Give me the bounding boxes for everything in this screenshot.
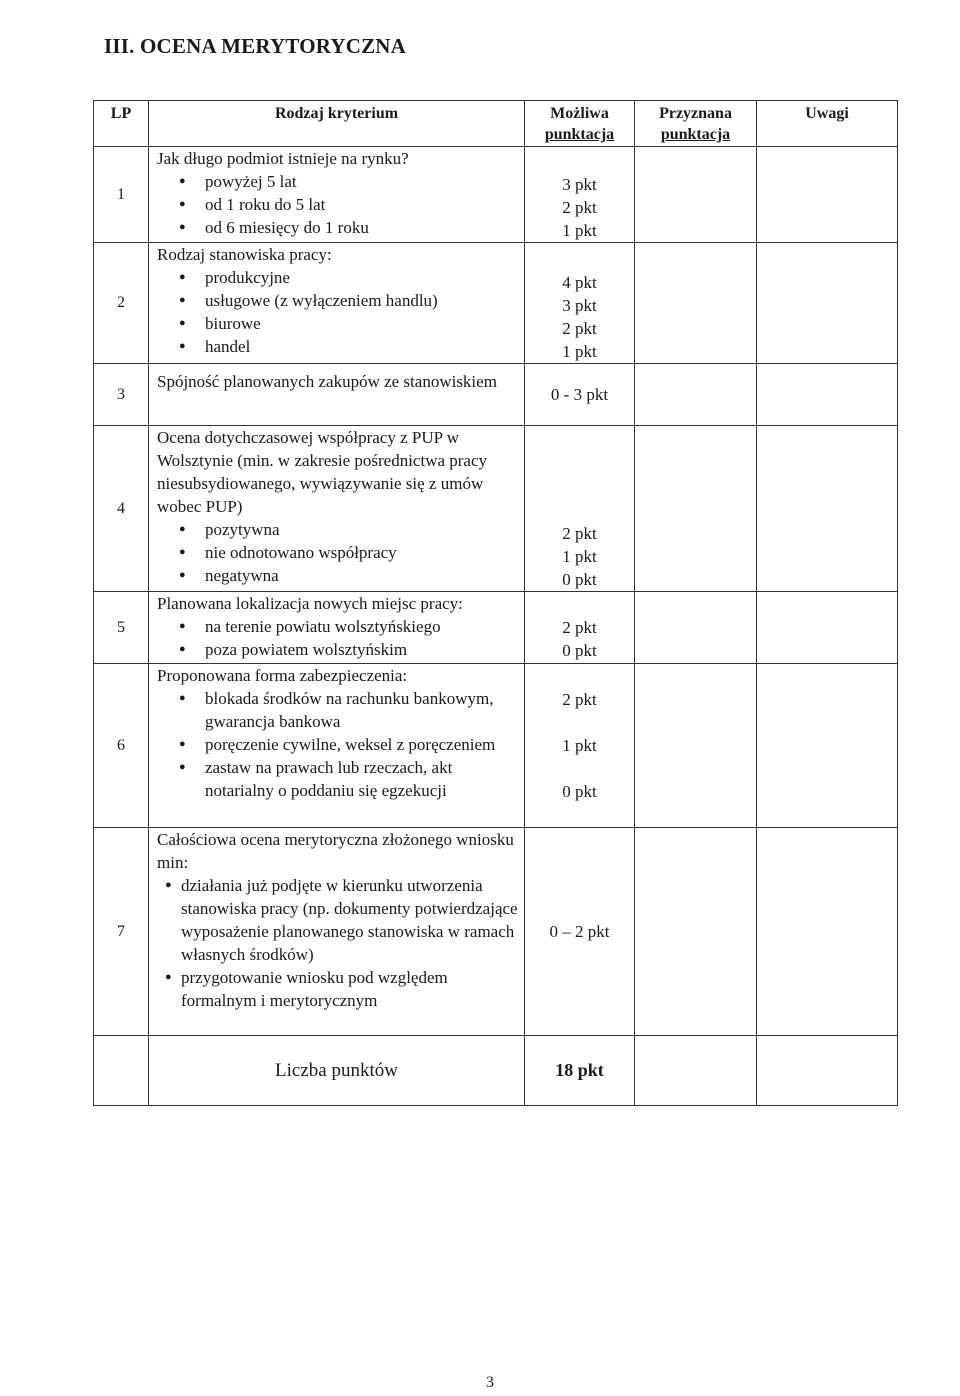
remarks-cell xyxy=(757,243,898,364)
total-value: 18 pkt xyxy=(525,1036,635,1106)
remarks-cell xyxy=(757,426,898,592)
row-criterion xyxy=(149,243,525,364)
table-row xyxy=(94,664,898,828)
criterion-option: ● negatywna xyxy=(205,564,518,587)
header-row xyxy=(94,101,898,147)
row-criterion xyxy=(149,592,525,664)
header-mozliwa: Możliwa punktacja xyxy=(525,101,635,147)
row-criterion xyxy=(149,147,525,243)
table-row xyxy=(94,243,898,364)
criterion-option: ● poręczenie cywilne, weksel z poręczeniem xyxy=(205,733,518,756)
criterion-option: ● od 6 miesięcy do 1 roku xyxy=(205,216,518,239)
row-lp: 2 xyxy=(94,243,149,364)
row-lp: 3 xyxy=(94,364,149,426)
row-points: 0 - 3 pkt xyxy=(525,364,635,426)
row-criterion xyxy=(149,664,525,828)
criterion-option: ● na terenie powiatu wolsztyńskiego xyxy=(205,615,518,638)
awarded-cell xyxy=(635,243,757,364)
criterion-option: ● powyżej 5 lat xyxy=(205,170,518,193)
remarks-cell xyxy=(757,828,898,1036)
row-points: 2 pkt 1 pkt 0 pkt xyxy=(525,426,635,592)
criterion-question: Całościowa ocena merytoryczna złożonego wniosku min: xyxy=(157,830,514,872)
awarded-cell xyxy=(635,828,757,1036)
criterion-option: ● nie odnotowano współpracy xyxy=(205,541,518,564)
criterion-question: Ocena dotychczasowej współpracy z PUP w Wolsztynie (min. w zakresie pośrednictwa pracy niesubsydiowanego, wywiązywanie się z umów wobec PUP) xyxy=(157,428,488,516)
remarks-cell xyxy=(757,592,898,664)
row-criterion: Spójność planowanych zakupów ze stanowiskiem xyxy=(149,364,525,426)
criterion-option: ● od 1 roku do 5 lat xyxy=(205,193,518,216)
remarks-cell xyxy=(757,147,898,243)
row-lp: 7 xyxy=(94,828,149,1036)
row-lp: 6 xyxy=(94,664,149,828)
total-remarks-cell xyxy=(757,1036,898,1106)
criterion-question: Jak długo podmiot istnieje na rynku? xyxy=(157,149,409,168)
total-awarded-cell xyxy=(635,1036,757,1106)
row-lp: 4 xyxy=(94,426,149,592)
remarks-cell xyxy=(757,664,898,828)
row-criterion xyxy=(149,828,525,1036)
row-lp: 5 xyxy=(94,592,149,664)
table-row xyxy=(94,828,898,1036)
table-row xyxy=(94,364,898,426)
header-przyznana: Przyznana punktacja xyxy=(635,101,757,147)
criterion-option: ● produkcyjne xyxy=(205,266,518,289)
row-points: 0 – 2 pkt xyxy=(525,828,635,1036)
criterion-question: Proponowana forma zabezpieczenia: xyxy=(157,666,408,685)
criterion-option: ● zastaw na prawach lub rzeczach, akt notarialny o poddaniu się egzekucji xyxy=(205,756,518,802)
row-points: 4 pkt 3 pkt 2 pkt 1 pkt xyxy=(525,243,635,364)
header-uwagi: Uwagi xyxy=(757,101,898,147)
criterion-option: ● blokada środków na rachunku bankowym, gwarancja bankowa xyxy=(205,687,518,733)
criterion-option: ● usługowe (z wyłączeniem handlu) xyxy=(205,289,518,312)
awarded-cell xyxy=(635,364,757,426)
row-points: 2 pkt 1 pkt 0 pkt xyxy=(525,664,635,828)
total-label: Liczba punktów xyxy=(149,1036,525,1106)
table-row xyxy=(94,147,898,243)
row-points: 2 pkt 0 pkt xyxy=(525,592,635,664)
table-row xyxy=(94,426,898,592)
header-lp: LP xyxy=(94,101,149,147)
criterion-question: Rodzaj stanowiska pracy: xyxy=(157,245,332,264)
criterion-option: ● poza powiatem wolsztyńskim xyxy=(205,638,518,661)
page-title: III. OCENA MERYTORYCZNA xyxy=(104,34,407,58)
row-criterion xyxy=(149,426,525,592)
row-lp: 1 xyxy=(94,147,149,243)
total-lp-cell xyxy=(94,1036,149,1106)
criterion-option: ● przygotowanie wniosku pod względem formalnym i merytorycznym xyxy=(181,966,518,1012)
table-row xyxy=(94,592,898,664)
criterion-option: ● pozytywna xyxy=(205,518,518,541)
criterion-option: ● handel xyxy=(205,335,518,358)
awarded-cell xyxy=(635,426,757,592)
remarks-cell xyxy=(757,364,898,426)
criterion-option: ● działania już podjęte w kierunku utworzenia stanowiska pracy (np. dokumenty potwierdzające wyposażenie planowanego stanowiska w ramach własnych środków) xyxy=(181,874,518,966)
criterion-option: ● biurowe xyxy=(205,312,518,335)
page-number: 3 xyxy=(486,1374,494,1391)
header-rodzaj: Rodzaj kryterium xyxy=(149,101,525,147)
criteria-table xyxy=(93,100,898,1106)
row-points: 3 pkt 2 pkt 1 pkt xyxy=(525,147,635,243)
total-row xyxy=(94,1036,898,1106)
awarded-cell xyxy=(635,147,757,243)
awarded-cell xyxy=(635,592,757,664)
criterion-question: Planowana lokalizacja nowych miejsc pracy: xyxy=(157,594,463,613)
awarded-cell xyxy=(635,664,757,828)
